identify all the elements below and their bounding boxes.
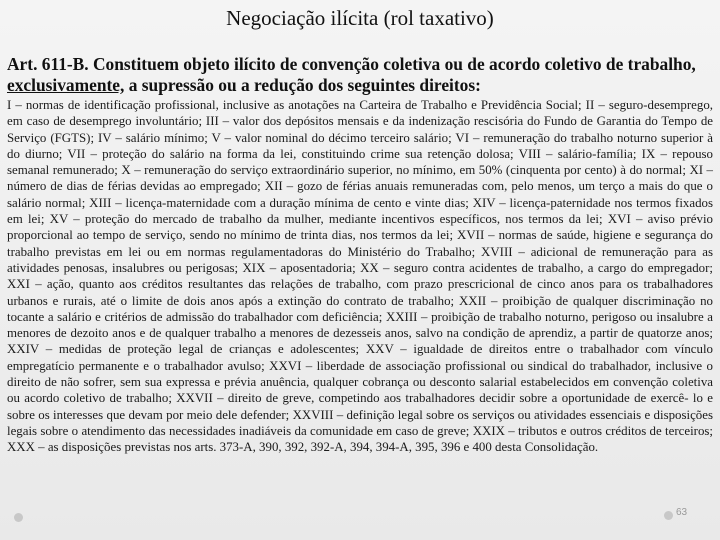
decorative-dot-right xyxy=(664,511,673,520)
heading-underlined-word: exclusivamente, xyxy=(7,75,125,95)
heading-text-start: Art. 611-B. Constituem objeto ilícito de convenção coletiva ou de acordo coletivo de trabalho, xyxy=(7,54,696,74)
decorative-dot-left xyxy=(14,513,23,522)
slide-title: Negociação ilícita (rol taxativo) xyxy=(226,6,494,30)
article-heading xyxy=(7,54,713,96)
article-body xyxy=(7,97,713,456)
rights-list-text: I – normas de identificação profissional, inclusive as anotações na Carteira de Trabalho e Previdência Social; II – seguro-desemprego, em caso de desemprego involuntário; III – valor dos depósitos mensais e da indenização rescisória do Fundo de Garantia do Tempo de Serviço (FGTS); IV – salário mínimo; V – valor nominal do décimo terceiro salário; VI – remuneração do trabalho noturno superior à do diurno; VII – proteção do salário na forma da lei, constituindo crime sua retenção dolosa; VIII – salário-família; IX – repouso semanal remunerado; X – remuneração do serviço extraordinário superior, no mínimo, em 50% (cinquenta por cento) à do normal; XI – número de dias de férias devidas ao empregado; XII – gozo de férias anuais remuneradas com, pelo menos, um terço a mais do que o salário normal; XIII – licença-maternidade com a duração mínima de cento e vinte dias; XIV – licença-paternidade nos termos fixados em lei; XV – proteção do mercado de trabalho da mulher, mediante incentivos específicos, nos termos da lei; XVI – aviso prévio proporcional ao tempo de serviço, sendo no mínimo de trinta dias, nos termos da lei; XVII – normas de saúde, higiene e segurança do trabalho previstas em lei ou em normas regulamentadoras do Ministério do Trabalho; XVIII – adicional de remuneração para as atividades penosas, insalubres ou perigosas; XIX – aposentadoria; XX – seguro contra acidentes de trabalho, a cargo do empregador; XXI – ação, quanto aos créditos resultantes das relações de trabalho, com prazo prescricional de cinco anos para os trabalhadores urbanos e rurais, até o limite de dois anos após a extinção do contrato de trabalho; XXII – proibição de qualquer discriminação no tocante a salário e critérios de admissão do trabalhador com deficiência; XXIII – proibição de trabalho noturno, perigoso ou insalubre a menores de dezoito anos e de qualquer trabalho a menores de dezesseis anos, salvo na condição de aprendiz, a partir de quatorze anos; XXIV – medidas de proteção legal de crianças e adolescentes; XXV – igualdade de direitos entre o trabalhador com vínculo empregatício permanente e o trabalhador avulso; XXVI – liberdade de associação profissional ou sindical do trabalhador, inclusive o direito de não sofrer, sem sua expressa e prévia anuência, qualquer cobrança ou desconto salarial estabelecidos em convenção coletiva ou acordo coletivo de trabalho; XXVII – direito de greve, competindo aos trabalhadores decidir sobre a oportunidade de exercê- lo e sobre os interesses que devam por meio dele defender; XXVIII – definição legal sobre os serviços ou atividades essenciais e disposições legais sobre o atendimento das necessidades inadiáveis da comunidade em caso de greve; XXIX – tributos e outros créditos de terceiros; XXX – as disposições previstas nos arts. 373-A, 390, 392, 392-A, 394, 394-A, 395, 396 e 400 desta Consolidação. xyxy=(7,98,713,455)
page-number: 63 xyxy=(676,507,688,518)
heading-text-end: a supressão ou a redução dos seguintes direitos: xyxy=(124,75,481,95)
